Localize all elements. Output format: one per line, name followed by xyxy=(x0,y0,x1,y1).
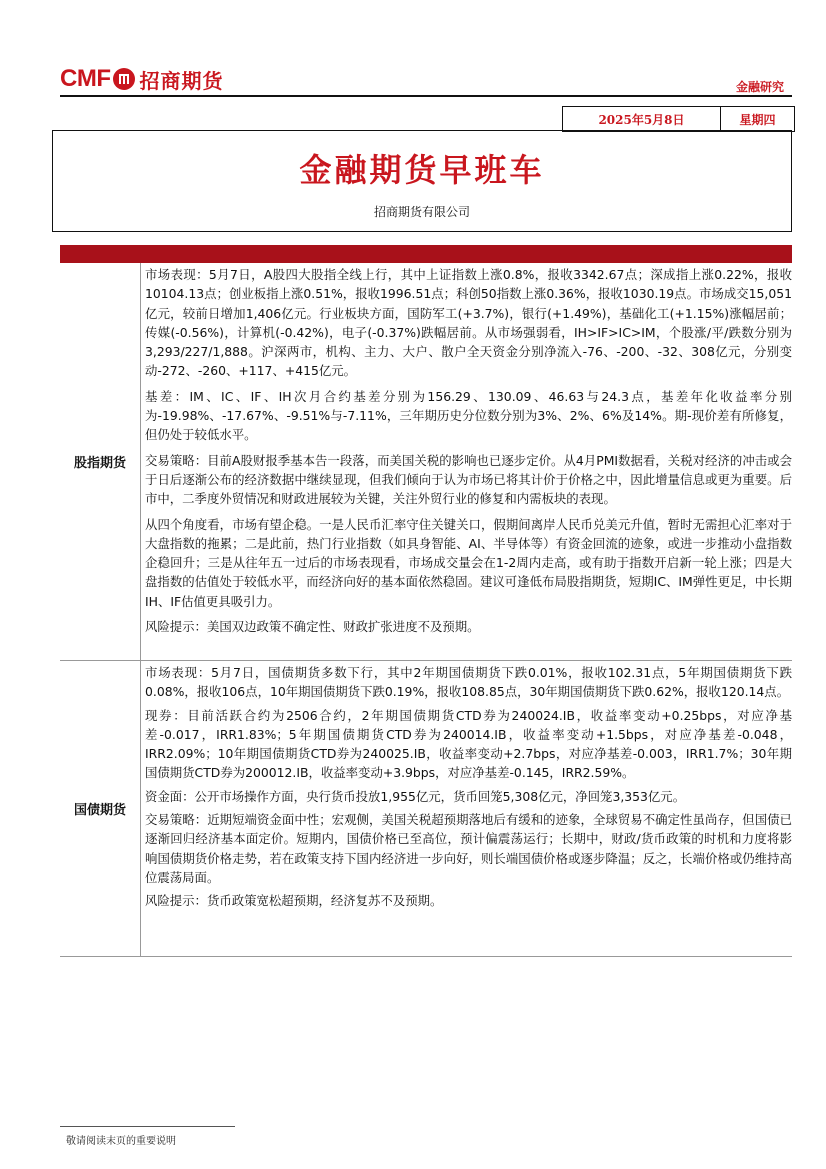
section-body xyxy=(141,661,792,956)
logo-emblem-icon xyxy=(113,68,135,90)
section-label: 股指期货 xyxy=(60,263,141,660)
report-category: 金融研究 xyxy=(735,80,784,94)
company-name: 招商期货有限公司 xyxy=(373,205,470,219)
logo-cmf-text: CMF xyxy=(60,65,111,92)
report-date: 2025年5月8日 xyxy=(562,106,721,132)
page-title: 金融期货早班车 xyxy=(299,151,545,189)
section-treasury-futures xyxy=(60,661,792,957)
paragraph-market-performance: 市场表现：5月7日，国债期货多数下行，其中2年期国债期货下跌0.01%，报收102.31点，5年期国债期货下跌0.08%，报收106点，10年期国债期货下跌0.19%，报收108.85点，30年期国债期货下跌0.62%，报收120.14点。 xyxy=(145,665,792,700)
footer-note: 敬请阅读末页的重要说明 xyxy=(66,1136,176,1147)
company-logo xyxy=(60,62,223,96)
section-stock-index-futures xyxy=(60,263,792,661)
section-label: 国债期货 xyxy=(60,661,141,956)
paragraph-risk: 风险提示：货币政策宽松超预期，经济复苏不及预期。 xyxy=(145,893,443,909)
table-header-bar xyxy=(60,245,792,263)
paragraph-market-performance: 市场表现：5月7日，A股四大股指全线上行，其中上证指数上涨0.8%，报收3342.67点；深成指上涨0.22%，报收10104.13点；创业板指上涨0.51%，报收1996.51点；科创50指数上涨0.36%，报收1030.19点。市场成交15,051亿元，较前日增加1,406亿元。行业板块方面，国防军工(+3.7%)，银行(+1.49%)，基础化工(+1.15%)涨幅居前；传媒(-0.56%)，计算机(-0.42%)，电子(-0.37%)跌幅居前。从市场强弱看，IH>IF>IC>IM，个股涨/平/跌数分别为3,293/227/1,888。沪深两市，机构、主力、大户、散户全天资金分别净流入-76、-200、-32、308亿元，分别变动-272、-260、+117、+415亿元。 xyxy=(145,267,792,379)
header-divider xyxy=(60,95,792,97)
paragraph-risk: 风险提示：美国双边政策不确定性、财政扩张进度不及预期。 xyxy=(145,619,480,635)
paragraph-outlook: 从四个角度看，市场有望企稳。一是人民币汇率守住关键关口，假期间离岸人民币兑美元升值，暂时无需担心汇率对于大盘指数的拖累；二是此前，热门行业指数（如具身智能、AI、半导体等）有资金回流的迹象，或进一步推动小盘指数企稳回升；三是从往年五一过后的市场表现看，市场成交量会在1-2周内走高，或有助于指数开启新一轮上涨；四是大盘指数的估值处于较低水平，而经济向好的基本面依然稳固。建议可逢低布局股指期货，短期IC、IM弹性更足，中长期IH、IF估值更具吸引力。 xyxy=(145,516,792,609)
footer-divider xyxy=(60,1126,235,1127)
paragraph-strategy: 交易策略：近期短端资金面中性；宏观侧，美国关税超预期落地后有缓和的迹象，全球贸易不确定性虽尚存，但国债已逐渐回归经济基本面定价。短期内，国债价格已至高位，预计偏震荡运行；长期中，财政/货币政策的时机和力度将影响国债期货价格走势，若在政策支持下国内经济进一步向好，则长端国债价格或逐步降温；反之，长端价格或仍维持高位震荡局面。 xyxy=(145,812,792,885)
section-body xyxy=(141,263,792,660)
paragraph-basis: 基差：IM、IC、IF、IH次月合约基差分别为156.29、130.09、46.63与24.3点，基差年化收益率分别为-19.98%、-17.67%、-9.51%与-7.11%，三年期历史分位数分别为3%、2%、6%及14%。期-现价差有所修复，但仍处于较低水平。 xyxy=(145,388,792,443)
paragraph-liquidity: 资金面：公开市场操作方面，央行货币投放1,955亿元，货币回笼5,308亿元，净回笼3,353亿元。 xyxy=(145,788,686,804)
title-box xyxy=(52,130,792,232)
paragraph-strategy: 交易策略：目前A股财报季基本告一段落，而美国关税的影响也已逐步定价。从4月PMI数据看，关税对经济的冲击或会于日后逐渐公布的经济数据中继续显现，但我们倾向于认为市场已将其计价于价格之中，因此增量信息或更为重要。后市中，二季度外贸情况和财政进展较为关键，关注外贸行业的修复和内需板块的表现。 xyxy=(145,452,792,507)
paragraph-spot-bonds: 现券：目前活跃合约为2506合约，2年期国债期货CTD券为240024.IB，收益率变动+0.25bps，对应净基差-0.017，IRR1.83%；5年期国债期货CTD券为240014.IB，收益率变动+1.5bps，对应净基差-0.048，IRR2.09%；10年期国债期货CTD券为240025.IB，收益率变动+2.7bps，对应净基差-0.003，IRR1.7%；30年期国债期货CTD券为200012.IB，收益率变动+3.9bps，对应净基差-0.145，IRR2.59%。 xyxy=(145,707,792,781)
report-weekday: 星期四 xyxy=(720,106,795,132)
logo-cn-text: 招商期货 xyxy=(139,68,224,93)
